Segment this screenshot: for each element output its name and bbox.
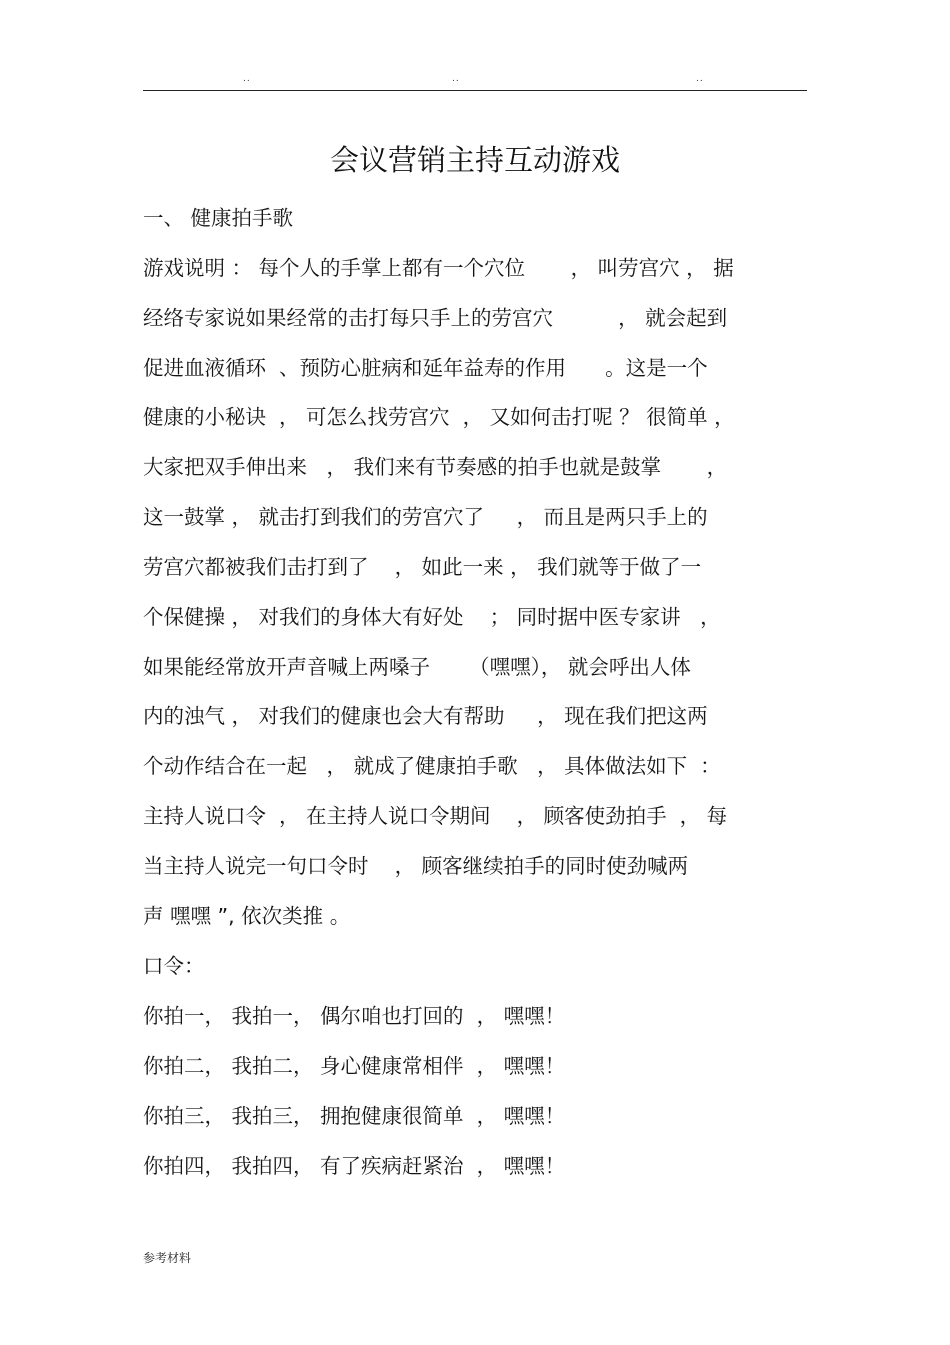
- description-line: 个保健操 ， 对我们的身体大有好处 ； 同时据中医专家讲 ，: [143, 605, 721, 629]
- chant-line: 你拍二， 我拍二， 身心健康常相伴 ， 嘿嘿！: [143, 1054, 566, 1078]
- chant-line: 你拍三， 我拍三， 拥抱健康很简单 ， 嘿嘿！: [143, 1104, 566, 1128]
- description-line: 经络专家说如果经常的击打每只手上的劳宫穴 ， 就会起到: [143, 306, 728, 330]
- header-rule: [143, 90, 807, 91]
- header-mark-center: ..: [452, 74, 460, 84]
- description-line: 当主持人说完一句口令时 ， 顾客继续拍手的同时使劲喊两: [143, 854, 689, 878]
- header-mark-right: ..: [696, 74, 704, 84]
- description-line: 促进血液循环 、预防心脏病和延年益寿的作用 。这是一个: [143, 356, 708, 380]
- section-heading: 一、 健康拍手歌: [143, 206, 294, 230]
- description-line: 内的浊气 ， 对我们的健康也会大有帮助 ， 现在我们把这两: [143, 704, 708, 728]
- command-label: 口令：: [143, 954, 205, 978]
- description-line: 声 嘿嘿 ”, 依次类推 。: [143, 904, 351, 928]
- chant-line: 你拍四， 我拍四， 有了疾病赶紧治 ， 嘿嘿！: [143, 1154, 566, 1178]
- description-line: 游戏说明 ： 每个人的手掌上都有一个穴位 ， 叫劳宫穴 ， 据: [143, 256, 734, 280]
- footer-note: 参考材料: [143, 1251, 192, 1265]
- chant-line: 你拍一， 我拍一， 偶尔咱也打回的 ， 嘿嘿！: [143, 1004, 566, 1028]
- description-line: 健康的小秘诀 ， 可怎么找劳宫穴 ， 又如何击打呢 ？ 很简单 ，: [143, 405, 735, 429]
- page-title: 会议营销主持互动游戏: [329, 143, 620, 177]
- header-mark-left: ..: [243, 74, 251, 84]
- description-line: 劳宫穴都被我们击打到了 ， 如此一来 ， 我们就等于做了一: [143, 555, 702, 579]
- description-line: 主持人说口令 ， 在主持人说口令期间 ， 顾客使劲拍手 ， 每: [143, 804, 728, 828]
- description-line: 大家把双手伸出来 ， 我们来有节奏感的拍手也就是鼓掌 ，: [143, 455, 728, 479]
- description-line: 个动作结合在一起 ， 就成了健康拍手歌 ， 具体做法如下 ：: [143, 754, 721, 778]
- description-line: 这一鼓掌 ， 就击打到我们的劳宫穴了 ， 而且是两只手上的: [143, 505, 708, 529]
- description-line: 如果能经常放开声音喊上两嗓子 （嘿嘿）， 就会呼出人体: [143, 655, 691, 679]
